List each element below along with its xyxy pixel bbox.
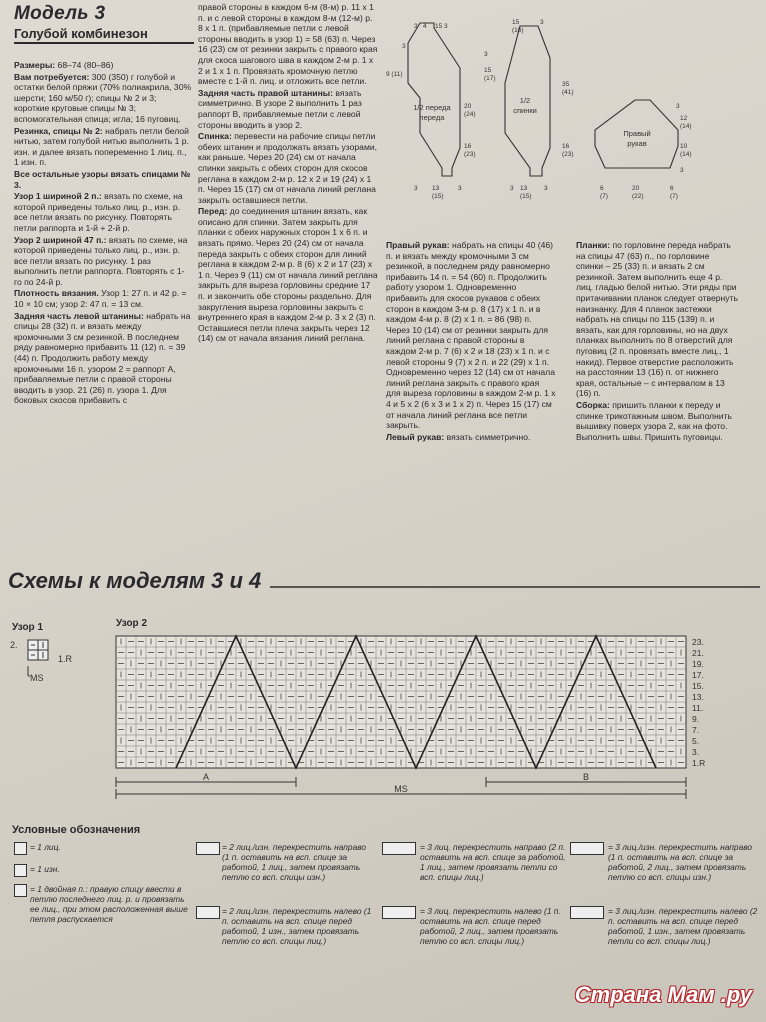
svg-text:MS: MS [30, 673, 44, 683]
svg-text:переда: переда [419, 113, 445, 122]
uzor2-label: Узор 2 [116, 618, 148, 629]
legend-title: Условные обозначения [12, 824, 141, 836]
paragraph [14, 191, 192, 233]
uzor2-chart [110, 630, 730, 820]
row-number: 15. [692, 681, 704, 691]
svg-text:(22): (22) [632, 193, 644, 200]
svg-text:спинки: спинки [513, 106, 537, 115]
svg-text:(41): (41) [562, 89, 574, 96]
paragraph-heading: Правый рукав: [386, 240, 450, 250]
svg-text:(23): (23) [464, 151, 476, 158]
svg-text:4: 4 [423, 23, 427, 30]
svg-text:3: 3 [402, 43, 406, 50]
svg-text:(24): (24) [464, 111, 476, 118]
svg-text:16: 16 [464, 143, 472, 150]
svg-text:(14): (14) [680, 123, 692, 130]
svg-text:Правый: Правый [623, 129, 651, 138]
legend-item-double: = 1 двойная п.: правую спицу ввести в петлю последнего лиц. р. и провязать ее лиц., при этом расположенная выше петля распускается [30, 884, 188, 924]
svg-text:15: 15 [435, 23, 443, 30]
paragraph [386, 240, 556, 431]
svg-text:20: 20 [632, 185, 640, 192]
rapport-label: B [582, 772, 590, 782]
paragraph-text: вязать по схеме, на которой приведены только лиц. р., изн. р. все петли вязать по рисунку. 1 раз выполнить петли раппорта. Повторять с 1-го по 24-й р. [14, 234, 188, 287]
paragraph [14, 72, 192, 125]
svg-text:(14): (14) [680, 151, 692, 158]
schemes-title: Схемы к моделям 3 и 4 [8, 568, 262, 593]
cross-left-3-symbol [382, 906, 416, 919]
svg-text:(15): (15) [520, 193, 532, 200]
svg-text:10: 10 [680, 143, 688, 150]
model-subtitle: Голубой комбинезон [14, 26, 194, 44]
paragraph-text: набрать на спицы 28 (32) п. и вязать между кромочными 3 см резинкой. В последнем ряду равномерно прибавить 11 (12) п. = 39 (44) п. Продолжить работу между кромочными 16 п. узором 2 = раппорт А, прибавляемые петли с правой стороны вводить в узор. 21 (26) п. узора 1. Для боковых скосов прибавить с [14, 310, 191, 406]
svg-text:3: 3 [414, 23, 418, 30]
instructions-column-4 [576, 240, 738, 443]
paragraph-text: набрать петли белой нитью, затем голубой нитью выполнить 1 р. изн. и далее вязать попеременно 1 лиц. п., 1 изн. п. [14, 125, 189, 168]
cross-left-3-purl-symbol [570, 906, 604, 919]
paragraph [14, 235, 192, 288]
svg-text:(15): (15) [432, 193, 444, 200]
paragraph [14, 126, 192, 168]
svg-text:3: 3 [544, 185, 548, 192]
paragraph [198, 2, 378, 87]
paragraph-heading: Сборка: [576, 399, 610, 410]
purl-symbol [14, 864, 27, 877]
legend-item-cross-left-3: = 3 лиц. перекрестить налево (1 п. оставить на всп. спице перед работой, 2 лиц., затем провязать петлю со всп. спицы лиц.) [420, 906, 561, 946]
legend-item-knit: = 1 лиц. [30, 842, 61, 852]
row-number: 11. [692, 703, 704, 713]
paragraph [14, 169, 192, 190]
row-number: 5. [692, 736, 700, 746]
instructions-column-1 [14, 60, 192, 407]
paragraph-heading: Задняя часть правой штанины: [198, 87, 333, 98]
svg-text:3: 3 [484, 51, 488, 58]
row-number: 23. [692, 637, 704, 647]
instructions-column-3 [386, 240, 556, 443]
paragraph-text: 300 (350) г голубой и остатки белой пряжи (70% полиакрила, 30% шерсти; 160 м/50 г); спицы № 2 и 3; короткие круговые спицы № 3; вспомогательная спица; игла; 16 пуговиц. [14, 71, 192, 124]
svg-text:3: 3 [458, 185, 462, 192]
svg-text:35: 35 [562, 81, 570, 88]
svg-text:15: 15 [512, 19, 520, 26]
rapport-label: MS [394, 784, 408, 794]
row-number: 17. [692, 670, 704, 680]
svg-text:рукав: рукав [627, 139, 647, 148]
svg-text:9 (11): 9 (11) [386, 71, 403, 78]
svg-text:3: 3 [414, 185, 418, 192]
legend-item-cross-right-3: = 3 лиц. перекрестить направо (2 п. оставить на всп. спице за работой, 1 лиц., затем провязать петли со всп. спицы лиц.) [420, 842, 566, 882]
site-watermark: Страна Мам .ру [574, 982, 752, 1007]
paragraph-text: набрать на спицы 40 (46) п. и вязать между кромочными 3 см резинкой, в последнем ряду равномерно прибавить 14 п. = 54 (60) п. Продолжить работу узором 1. Одновременно прибавить для скосов рукавов с обеих сторон в каждом 3-м р. 8 (17) х 1 п. и в каждом 4-м р. 8 (2) х 1 п. = 86 (98) п. Через 10 (14) см от резинки закрыть для линий реглана с правой стороны в каждом 2-м р. 7 (6) х 2 и 18 (23) х 1 п. и с левой стороны 9 (7) х 2 п. и 22 (29) х 1 п. Одновременно через 12 (14) см от начала линий реглана закрыть с правого края для выреза горловины в каждом 2-м р. 1 х 4 и 5 х 2 (6 х 3 и 1 х 2) п. Через 15 (17) см от начала линий реглана все петли закрыть. [386, 240, 556, 431]
legend-item-cross-right-3-purl: = 3 лиц./изн. перекрестить направо (1 п. оставить на всп. спице за работой, 2 лиц., затем провязать петлю со всп. спицы изн.) [608, 842, 753, 882]
paragraph [14, 60, 192, 71]
paragraph-text: правой стороны в каждом 6-м (8-м) р. 11 х 1 п. и с левой стороны в каждом 8-м (12-м) р. 8 х 1 п. (прибавляемые петли с левой стороны вводить в узор 1) = 58 (63) п. Через 16 (23) см от резинки закрыть с правого края для скоса шагового шва в каждом 2-м р. 1 х 2 и 1 х 1 п. Провязать кромочную петлю вместе с 1-й п. лиц. и отложить все петли. [198, 2, 378, 87]
paragraph-text: вязать симметрично. [444, 431, 531, 442]
svg-text:1.R: 1.R [58, 654, 73, 664]
svg-text:3: 3 [680, 167, 684, 174]
svg-text:15: 15 [484, 67, 492, 74]
legend-item-purl: = 1 изн. [30, 864, 60, 874]
row-number: 21. [692, 648, 704, 658]
cross-right-3-symbol [382, 842, 416, 855]
cross-right-2-symbol [196, 842, 220, 855]
paragraph-heading: Задняя часть левой штанины: [14, 310, 144, 321]
half-front-label: 1/2 переда [413, 103, 451, 112]
cross-right-3-purl-symbol [570, 842, 604, 855]
svg-text:13: 13 [432, 185, 440, 192]
legend-item-cross-right-2: = 2 лиц./изн. перекрестить направо (1 п. оставить на всп. спице за работой, 1 лиц., затем провязать петлю со всп. спицы изн.) [222, 842, 367, 882]
svg-text:13: 13 [520, 185, 528, 192]
row-number: 9. [692, 714, 700, 724]
svg-text:(17): (17) [484, 75, 496, 82]
row-number: 13. [692, 692, 704, 702]
knit-symbol [14, 842, 27, 855]
legend-item-cross-left-2: = 2 лиц./изн. перекрестить налево (1 п. оставить на всп. спице перед работой, 1 изн., затем провязать петлю со всп. спицы лиц.) [222, 906, 372, 946]
svg-text:16: 16 [562, 143, 570, 150]
svg-text:(7): (7) [600, 193, 608, 200]
uzor2-grid [116, 636, 686, 768]
svg-text:3: 3 [444, 23, 448, 30]
paragraph-heading: Левый рукав: [386, 431, 445, 442]
paragraph-text: по горловине переда набрать на спицы 47 (63) п., по горловине спинки – 25 (33) п. и вязать 2 см резинкой. Затем выполнить еще 4 р. лиц. гладью белой нитью. Эти ряды при притачивании планок следует отвернуть наизнанку. Для 4 планок застежки набрать на спицы по 115 (139) п. и вязать, как для горловины, но на двух планках выполнить по 8 отверстий для пуговиц (2 п. провязать вместе лиц., 1 накид). Первое отверстие расположить на расстоянии 13 (16) п. от нижнего края, остальные – с интервалом в 13 (16) п. [576, 240, 738, 399]
paragraph [576, 240, 738, 399]
paragraph [198, 88, 378, 130]
sleeve-measurements [600, 103, 692, 200]
svg-text:(7): (7) [670, 193, 678, 200]
paragraph-heading: Планки: [576, 240, 611, 250]
paragraph [198, 131, 378, 205]
svg-text:6: 6 [600, 185, 604, 192]
paragraph-text: Узор 1: 27 п. и 42 р. = 10 × 10 см; узор 2: 47 п. = 13 см. [14, 288, 187, 310]
title-rule [270, 586, 760, 588]
svg-text:6: 6 [670, 185, 674, 192]
paragraph-text: вязать симметрично. В узоре 2 выполнить 1 раз раппорт В, прибавляемые петли с левой стороны вводить в узор 2. [198, 87, 362, 130]
paragraph-text: до соединения штанин вязать, как описано для спинки. Затем закрыть для планки с обеих наружных сторон 1 х 6 п. и вязать прямо. Через 20 (24) см от начала переда закрыть с обеих сторон для линий реглана в каждом 2-м р. 8 (6) х 2 и 17 (23) х 1 п. Через 9 (11) см от начала линий реглана закрыть для выреза горловины средние 17 п. и закончить обе стороны раздельно. Для закругления выреза горловины закрыть с внутреннего края в каждом 2-м р. 3 х 2 (3) п. Оставшиеся петли плеча закрыть через 12 (14) см от начала вязания линий реглана. [198, 206, 378, 344]
paragraph [14, 288, 192, 309]
rapport-label: A [202, 772, 210, 782]
row-number: 7. [692, 725, 700, 735]
row-number: 19. [692, 659, 704, 669]
paragraph-text: вязать по схеме, на которой приведены только лиц. р., изн. р. все петли вязать по рисунку. Повторять петли раппорта и 1-й + 2-й р. [14, 191, 183, 233]
svg-text:(23): (23) [562, 151, 574, 158]
legend-item-cross-left-3-purl: = 3 лиц./изн. перекрестить налево (2 п. оставить на всп. спице перед работой, 1 изн., затем провязать петли со всп. спицы лиц.) [608, 906, 758, 946]
svg-text:(16): (16) [512, 27, 524, 34]
instructions-column-2 [198, 2, 378, 345]
paragraph-heading: Все остальные узоры вязать спицами № 3. [14, 168, 191, 190]
paragraph-heading: Перед: [198, 206, 228, 217]
paragraph-heading: Узор 1 шириной 2 п.: [14, 191, 102, 202]
paragraph-text: 68–74 (80–86) [55, 60, 114, 70]
paragraph-heading: Узор 2 шириной 47 п.: [14, 234, 107, 245]
model-title: Модель 3 [14, 3, 106, 24]
paragraph-heading: Размеры: [14, 60, 56, 70]
svg-text:3: 3 [540, 19, 544, 26]
cross-left-2-symbol [196, 906, 220, 919]
pattern-pieces-diagram [380, 8, 700, 208]
paragraph [198, 206, 378, 344]
paragraph [14, 311, 192, 406]
front-piece-outline [408, 23, 460, 176]
paragraph [386, 432, 556, 443]
paragraph-text: перевести на рабочие спицы петли обеих штанин и продолжать вязать узорами, как раньше. Через 20 (24) см от начала спинки закрыть с обеих сторон для скосов реглана в каждом 2-м р. 12 х 2 и 19 (24) х 1 п. Через 15 (17) см от начала линий реглана закрыть оставшиеся петли. [198, 131, 378, 205]
uzor1-chart [8, 636, 88, 686]
svg-text:1/2: 1/2 [519, 96, 531, 105]
row-number: 1.R [692, 758, 706, 768]
paragraph-heading: Вам потребуется: [14, 71, 90, 82]
uzor1-label: Узор 1 [12, 622, 44, 633]
row-number: 3. [692, 747, 700, 757]
paragraph-heading: Спинка: [198, 131, 232, 142]
svg-text:3: 3 [676, 103, 680, 110]
paragraph-text: пришить планки к переду и спинке трикотажным швом. Выполнить вышивку поверх узора 2, как на фото. Выполнить швы. Пришить пуговицы. [576, 399, 733, 442]
paragraph [576, 400, 738, 442]
svg-text:3: 3 [510, 185, 514, 192]
svg-text:12: 12 [680, 115, 688, 122]
svg-text:20: 20 [464, 103, 472, 110]
double-stitch-symbol [14, 884, 27, 897]
svg-text:2.: 2. [10, 640, 18, 650]
paragraph-heading: Плотность вязания. [14, 288, 99, 299]
paragraph-heading: Резинка, спицы № 2: [14, 125, 103, 136]
